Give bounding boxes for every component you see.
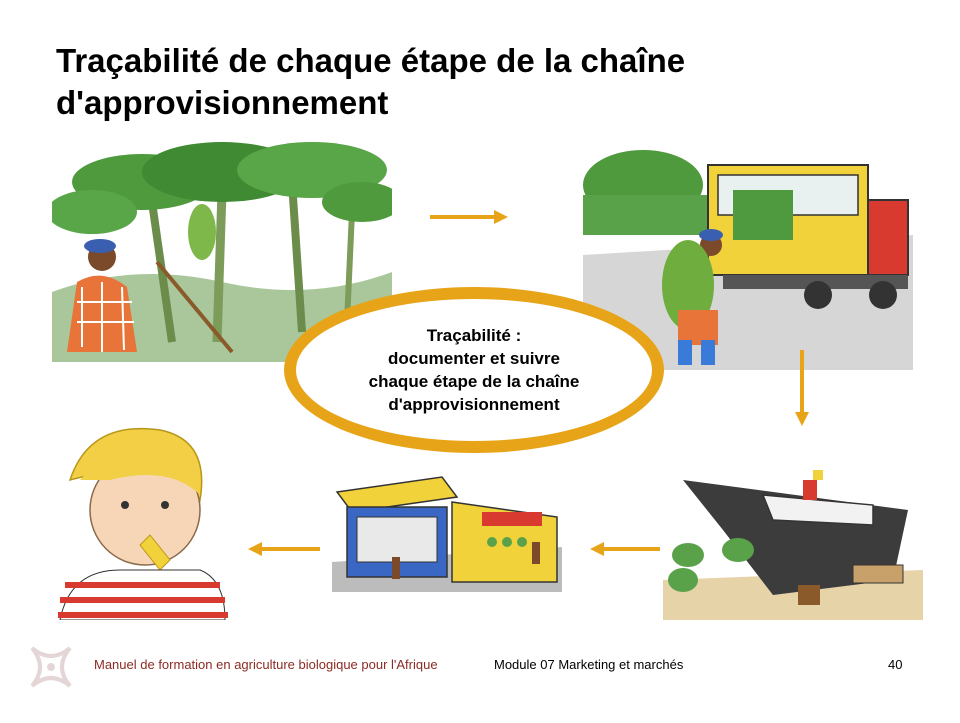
arrow-down <box>792 350 812 428</box>
oval-line-1: Traçabilité : <box>426 326 522 345</box>
oval-line-3: chaque étape de la chaîne <box>368 372 580 391</box>
slide-title-line-1: Traçabilité de chaque étape de la chaîne <box>56 42 686 79</box>
slide-title-line-2: d'approvisionnement <box>56 84 389 121</box>
traceability-oval <box>284 287 664 453</box>
oval-line-4: d'approvisionnement <box>388 395 560 414</box>
footer-manual-title: Manuel de formation en agriculture biologique pour l'Afrique <box>94 657 438 672</box>
arrow-left-1 <box>588 540 660 558</box>
footer-page-number: 40 <box>888 657 903 672</box>
manual-logo-icon <box>28 642 74 692</box>
oval-line-2: documenter et suivre <box>388 349 560 368</box>
child-eating-banana-illustration <box>50 420 230 620</box>
cargo-ship-illustration <box>663 470 923 620</box>
arrow-right-1 <box>430 208 510 226</box>
slide-title <box>56 40 896 124</box>
arrow-left-2 <box>246 540 320 558</box>
footer-module: Module 07 Marketing et marchés <box>494 657 684 672</box>
market-shop-illustration <box>332 472 562 592</box>
